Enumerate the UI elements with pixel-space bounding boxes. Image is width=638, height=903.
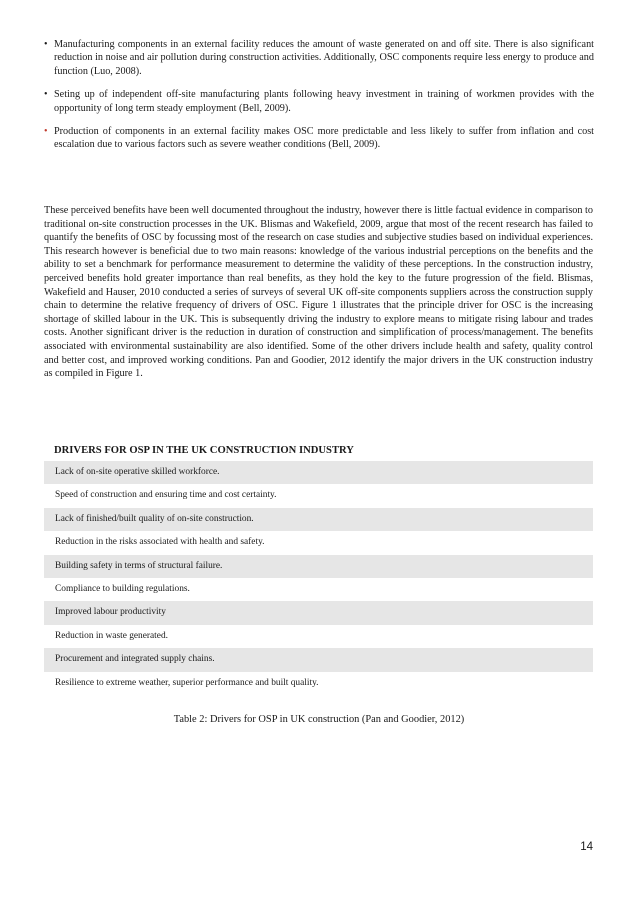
drivers-table (44, 441, 593, 695)
bullet-item (44, 38, 594, 78)
table-row: Improved labour productivity (44, 601, 593, 624)
bullet-text: Seting up of independent off-site manufacturing plants following heavy investment in training of workmen provides with the opportunity of long term steady employment (Bell, 2009). (54, 89, 594, 114)
table-row: Lack of on-site operative skilled workforce. (44, 461, 593, 484)
table-row: Reduction in the risks associated with health and safety. (44, 531, 593, 554)
table-row: Compliance to building regulations. (44, 578, 593, 601)
bullet-item (44, 88, 594, 115)
table-row: Building safety in terms of structural failure. (44, 555, 593, 578)
table-title: DRIVERS FOR OSP IN THE UK CONSTRUCTION INDUSTRY (54, 445, 354, 456)
bullet-icon: • (44, 89, 48, 101)
bullet-icon: • (44, 39, 48, 50)
table-row: Resilience to extreme weather, superior performance and built quality. (44, 672, 593, 695)
bullet-text: Manufacturing components in an external facility reduces the amount of waste generated on and off site. There is also significant reduction in noise and air pollution during construction activities. Additionally, OSC components require less energy to produce and function (Luo, 2008). (54, 39, 594, 77)
table-row: Reduction in waste generated. (44, 625, 593, 648)
table-row: Speed of construction and ensuring time and cost certainty. (44, 484, 593, 507)
bullet-icon: • (44, 126, 48, 138)
bullet-item (44, 125, 594, 152)
body-paragraph: These perceived benefits have been well documented throughout the industry, however there is little factual evidence in comparison to traditional on-site construction processes in the UK. Blismas and Wakefield, 2009, argue that most of the recent research has failed to quantify the benefits of OSC by focussing most of the research on case studies and subjective studies based on individual experiences. This research however is beneficial due to two main reasons: knowledge of the various industrial perceptions on the benefits and the ability to set a benchmark for performance measurement to determine the validity of these perceptions. In the construction industry, perceived benefits hold greater importance than real benefits, as they hold the key to the future progression of the field. Blismas, Wakefield and Hauser, 2010 conducted a series of surveys of several UK off-site components suppliers across the construction supply chain to determine the relative frequency of drivers of OSC. Figure 1 illustrates that the principle driver for OSC is the increasing shortage of skilled labour in the UK. This is subsequently driving the industry to explore means to mitigate rising labour and trades costs. Another significant driver is the reduction in duration of construction and simplification of process/management. The benefits associated with environmental sustainability are also identified. Some of the other drivers include health and safety, quality control and better cost, and improved working conditions. Pan and Goodier, 2012 identify the major drivers in the UK construction industry as compiled in Figure 1. (44, 205, 593, 380)
table-caption: Table 2: Drivers for OSP in UK construction (Pan and Goodier, 2012) (173, 714, 465, 725)
table-row: Lack of finished/built quality of on-site construction. (44, 508, 593, 531)
table-row: Procurement and integrated supply chains. (44, 648, 593, 671)
bullet-text: Production of components in an external facility makes OSC more predictable and less likely to suffer from inflation and cost escalation due to various factors such as severe weather conditions (Bell, 2009). (54, 126, 594, 151)
page-number: 14 (580, 841, 593, 853)
bullet-list (44, 38, 594, 162)
